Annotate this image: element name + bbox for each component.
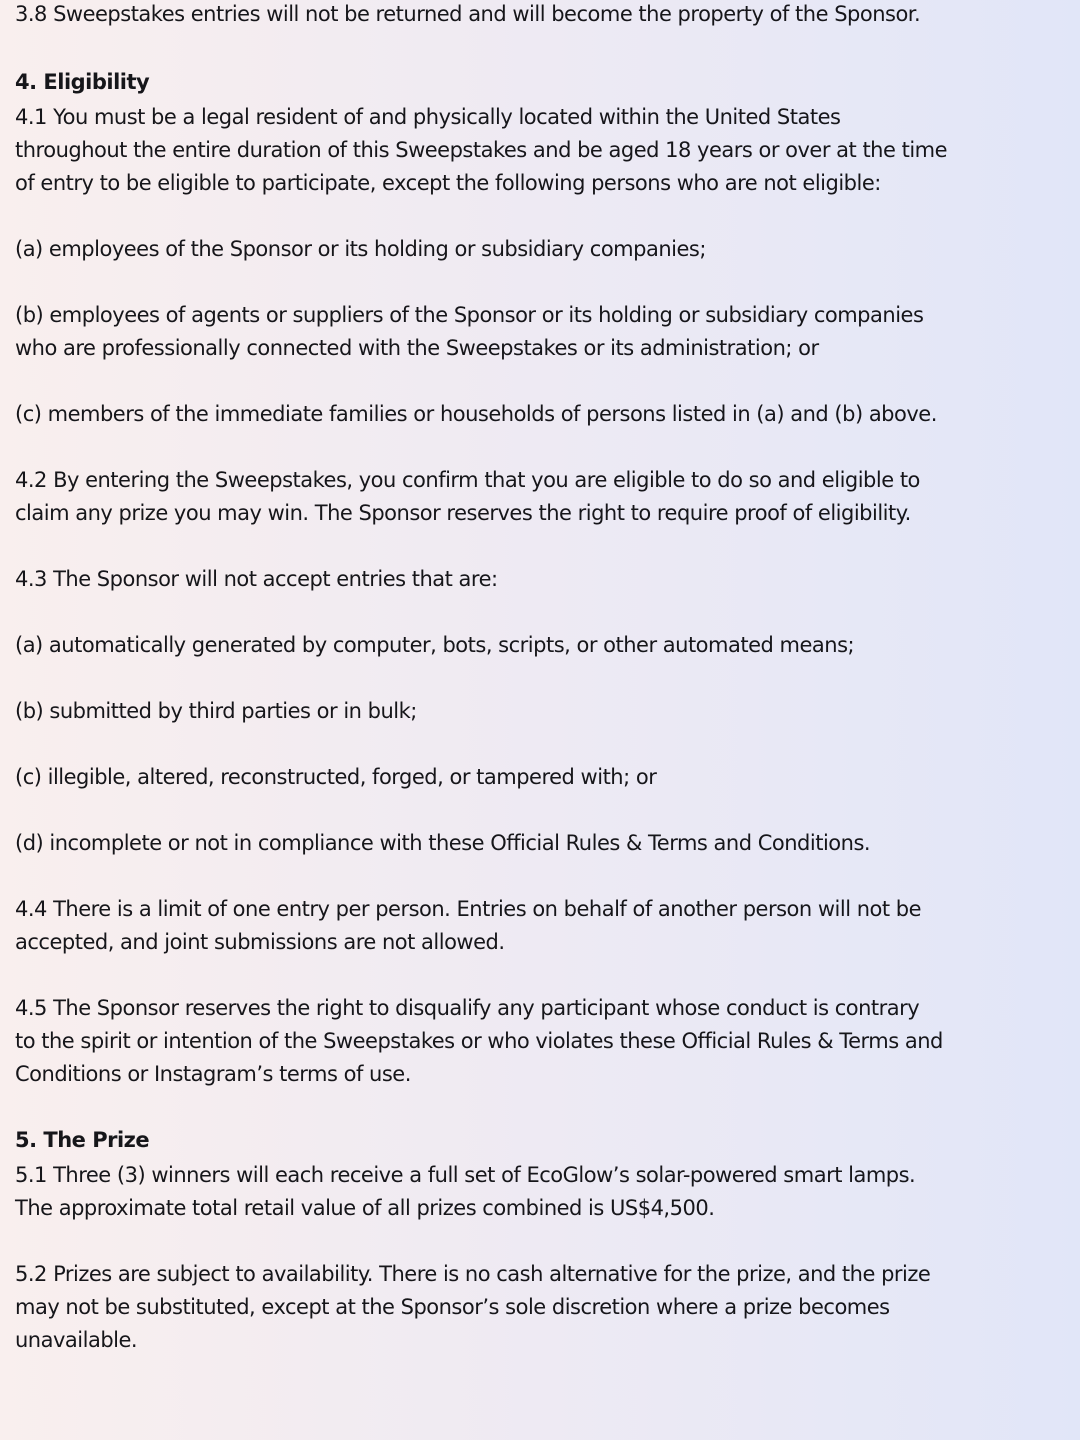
section-5-heading: 5. The Prize	[15, 1128, 150, 1152]
clause-3-8: 3.8 Sweepstakes entries will not be returned and will become the property of the Sponsor.	[15, 2, 921, 26]
clause-4-5-line-1: 4.5 The Sponsor reserves the right to disqualify any participant whose conduct is contrary	[15, 996, 920, 1020]
clause-4-1-c: (c) members of the immediate families or households of persons listed in (a) and (b) above.	[15, 402, 937, 426]
clause-4-2-line-2: claim any prize you may win. The Sponsor reserves the right to require proof of eligibility.	[15, 501, 911, 525]
clause-4-1-b-line-1: (b) employees of agents or suppliers of the Sponsor or its holding or subsidiary companies	[15, 303, 924, 327]
clause-4-4-line-1: 4.4 There is a limit of one entry per person. Entries on behalf of another person will not be	[15, 897, 922, 921]
clause-4-2-line-1: 4.2 By entering the Sweepstakes, you confirm that you are eligible to do so and eligible to	[15, 468, 920, 492]
clause-4-3-b: (b) submitted by third parties or in bulk;	[15, 699, 417, 723]
clause-5-1-line-1: 5.1 Three (3) winners will each receive a full set of EcoGlow’s solar-powered smart lamps.	[15, 1163, 916, 1187]
clause-4-3: 4.3 The Sponsor will not accept entries that are:	[15, 567, 498, 591]
section-4-heading: 4. Eligibility	[15, 70, 150, 94]
clause-4-5-line-3: Conditions or Instagram’s terms of use.	[15, 1062, 411, 1086]
clause-5-1-line-2: The approximate total retail value of all prizes combined is US$4,500.	[15, 1196, 715, 1220]
clause-4-3-a: (a) automatically generated by computer, bots, scripts, or other automated means;	[15, 633, 855, 657]
clause-4-3-d: (d) incomplete or not in compliance with these Official Rules & Terms and Conditions.	[15, 831, 871, 855]
clause-5-2-line-1: 5.2 Prizes are subject to availability. There is no cash alternative for the prize, and the prize	[15, 1262, 931, 1286]
clause-4-5-line-2: to the spirit or intention of the Sweepstakes or who violates these Official Rules & Terms and	[15, 1029, 943, 1053]
clause-4-1-a: (a) employees of the Sponsor or its holding or subsidiary companies;	[15, 237, 706, 261]
clause-4-1-b-line-2: who are professionally connected with the Sweepstakes or its administration; or	[15, 336, 819, 360]
clause-4-1-line-3: of entry to be eligible to participate, except the following persons who are not eligible:	[15, 171, 881, 195]
clause-5-2-line-2: may not be substituted, except at the Sponsor’s sole discretion where a prize becomes	[15, 1295, 890, 1319]
clause-5-2-line-3: unavailable.	[15, 1328, 138, 1352]
clause-4-1-line-1: 4.1 You must be a legal resident of and physically located within the United States	[15, 105, 841, 129]
clause-4-4-line-2: accepted, and joint submissions are not allowed.	[15, 930, 505, 954]
clause-4-1-line-2: throughout the entire duration of this Sweepstakes and be aged 18 years or over at the time	[15, 138, 948, 162]
clause-4-3-c: (c) illegible, altered, reconstructed, forged, or tampered with; or	[15, 765, 657, 789]
